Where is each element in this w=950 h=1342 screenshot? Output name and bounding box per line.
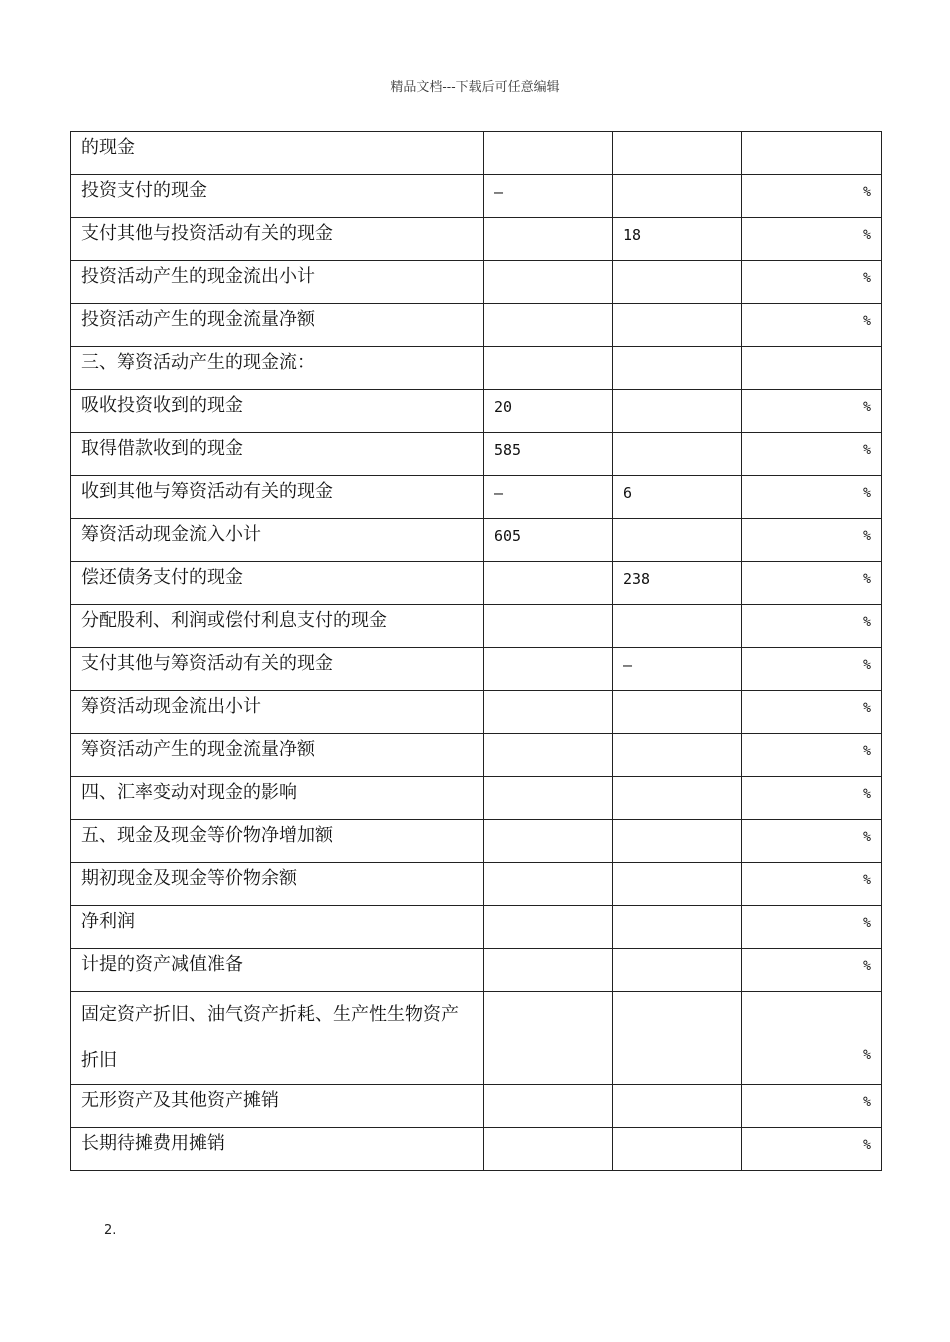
row-label-cell (71, 175, 484, 218)
percent-cell: % (863, 1095, 871, 1110)
percent-cell-cell (742, 992, 882, 1085)
percent-cell: % (863, 443, 871, 458)
percent-cell-cell (742, 1085, 882, 1128)
current-period-value-cell (484, 218, 613, 261)
percent-cell: % (863, 400, 871, 415)
table-row (71, 390, 882, 433)
percent-cell: % (863, 529, 871, 544)
prior-period-value (613, 519, 741, 527)
current-period-value: 605 (494, 527, 522, 545)
current-period-value-cell (484, 734, 613, 777)
current-period-value (484, 992, 612, 1046)
percent-cell-cell (742, 261, 882, 304)
current-period-value-cell (484, 906, 613, 949)
percent-cell-cell (742, 906, 882, 949)
percent-cell-cell (742, 562, 882, 605)
current-period-value (484, 777, 612, 785)
row-label-cell (71, 691, 484, 734)
current-period-value (484, 562, 612, 570)
table-row (71, 132, 882, 175)
prior-period-value (613, 734, 741, 742)
row-label: 无形资产及其他资产摊销 (81, 1090, 279, 1111)
row-label-cell (71, 648, 484, 691)
row-label-cell (71, 1085, 484, 1128)
percent-cell-cell (742, 132, 882, 175)
table-row (71, 605, 882, 648)
table-row (71, 1128, 882, 1171)
row-label-cell (71, 1128, 484, 1171)
row-label-cell (71, 777, 484, 820)
cash-flow-table (70, 131, 882, 1171)
row-label: 筹资活动产生的现金流量净额 (81, 739, 315, 760)
row-label: 收到其他与筹资活动有关的现金 (81, 481, 333, 502)
prior-period-value (613, 863, 741, 871)
row-label: 投资支付的现金 (81, 180, 207, 201)
row-label-cell (71, 132, 484, 175)
percent-cell-cell (742, 605, 882, 648)
prior-period-value (613, 347, 741, 355)
prior-period-value (613, 949, 741, 957)
current-period-value-cell (484, 175, 613, 218)
current-period-value (484, 820, 612, 828)
row-label-cell (71, 820, 484, 863)
current-period-value (484, 304, 612, 312)
percent-cell: % (863, 1048, 871, 1063)
prior-period-value: 18 (623, 226, 642, 244)
current-period-value (484, 1128, 612, 1136)
prior-period-value-cell (613, 648, 742, 691)
row-label: 筹资活动现金流出小计 (81, 696, 261, 717)
current-period-value: 20 (494, 398, 513, 416)
current-period-value (484, 218, 612, 226)
percent-cell-cell (742, 863, 882, 906)
current-period-value: – (494, 183, 504, 201)
current-period-value-cell (484, 562, 613, 605)
current-period-value-cell (484, 476, 613, 519)
percent-cell: % (863, 658, 871, 673)
current-period-value (484, 347, 612, 355)
percent-cell: % (863, 228, 871, 243)
current-period-value-cell (484, 992, 613, 1085)
prior-period-value-cell (613, 906, 742, 949)
prior-period-value (613, 777, 741, 785)
table-row (71, 820, 882, 863)
prior-period-value (613, 992, 741, 1046)
prior-period-value-cell (613, 777, 742, 820)
current-period-value-cell (484, 949, 613, 992)
prior-period-value (613, 390, 741, 398)
percent-cell: % (863, 787, 871, 802)
row-label: 固定资产折旧、油气资产折耗、生产性生物资产折旧 (81, 1004, 459, 1071)
table-row (71, 1085, 882, 1128)
percent-cell-cell (742, 820, 882, 863)
prior-period-value-cell (613, 175, 742, 218)
table-row (71, 992, 882, 1085)
current-period-value (484, 863, 612, 871)
table-row (71, 519, 882, 562)
row-label: 吸收投资收到的现金 (81, 395, 243, 416)
current-period-value (484, 734, 612, 742)
current-period-value-cell (484, 390, 613, 433)
prior-period-value (613, 820, 741, 828)
prior-period-value-cell (613, 132, 742, 175)
current-period-value-cell (484, 820, 613, 863)
table-row (71, 906, 882, 949)
prior-period-value-cell (613, 519, 742, 562)
prior-period-value-cell (613, 347, 742, 390)
prior-period-value-cell (613, 863, 742, 906)
current-period-value-cell (484, 347, 613, 390)
prior-period-value: – (623, 656, 633, 674)
row-label: 净利润 (81, 911, 135, 932)
current-period-value-cell (484, 691, 613, 734)
row-label-cell (71, 734, 484, 777)
row-label: 支付其他与筹资活动有关的现金 (81, 653, 333, 674)
prior-period-value-cell (613, 218, 742, 261)
row-label: 计提的资产减值准备 (81, 954, 243, 975)
table-row (71, 777, 882, 820)
percent-cell-cell (742, 347, 882, 390)
percent-cell: % (863, 701, 871, 716)
prior-period-value (613, 906, 741, 914)
percent-cell-cell (742, 949, 882, 992)
percent-cell: % (863, 615, 871, 630)
percent-cell-cell (742, 691, 882, 734)
row-label-cell (71, 218, 484, 261)
percent-cell: % (863, 1138, 871, 1153)
prior-period-value (613, 1128, 741, 1136)
percent-cell: % (863, 916, 871, 931)
current-period-value (484, 949, 612, 957)
prior-period-value (613, 132, 741, 140)
prior-period-value (613, 433, 741, 441)
row-label: 取得借款收到的现金 (81, 438, 243, 459)
page-header: 精品文档---下载后可任意编辑 (390, 80, 560, 95)
row-label: 的现金 (81, 137, 135, 158)
prior-period-value (613, 175, 741, 183)
prior-period-value-cell (613, 1085, 742, 1128)
row-label: 长期待摊费用摊销 (81, 1133, 225, 1154)
table-row (71, 691, 882, 734)
prior-period-value-cell (613, 949, 742, 992)
table-row (71, 734, 882, 777)
table-row (71, 863, 882, 906)
current-period-value-cell (484, 863, 613, 906)
percent-cell-cell (742, 390, 882, 433)
percent-cell: % (863, 873, 871, 888)
current-period-value-cell (484, 1128, 613, 1171)
current-period-value-cell (484, 519, 613, 562)
current-period-value: – (494, 484, 504, 502)
current-period-value (484, 906, 612, 914)
current-period-value-cell (484, 648, 613, 691)
prior-period-value-cell (613, 605, 742, 648)
row-label: 投资活动产生的现金流量净额 (81, 309, 315, 330)
row-label-cell (71, 863, 484, 906)
row-label-cell (71, 605, 484, 648)
current-period-value-cell (484, 605, 613, 648)
percent-cell: % (863, 271, 871, 286)
row-label: 四、汇率变动对现金的影响 (81, 782, 297, 803)
percent-cell: % (863, 959, 871, 974)
percent-cell: % (863, 185, 871, 200)
row-label-cell (71, 261, 484, 304)
prior-period-value-cell (613, 476, 742, 519)
page-number: 2. (104, 1223, 117, 1238)
current-period-value-cell (484, 433, 613, 476)
row-label-cell (71, 992, 484, 1085)
table-row (71, 347, 882, 390)
row-label-cell (71, 519, 484, 562)
percent-cell: % (863, 314, 871, 329)
current-period-value (484, 605, 612, 613)
percent-cell: % (863, 486, 871, 501)
table-row (71, 949, 882, 992)
table-row (71, 175, 882, 218)
percent-cell-cell (742, 519, 882, 562)
row-label: 五、现金及现金等价物净增加额 (81, 825, 333, 846)
cash-flow-table-body (71, 132, 882, 1171)
prior-period-value: 6 (623, 484, 633, 502)
row-label-cell (71, 433, 484, 476)
percent-cell (742, 347, 881, 357)
prior-period-value: 238 (623, 570, 651, 588)
percent-cell-cell (742, 1128, 882, 1171)
current-period-value: 585 (494, 441, 522, 459)
percent-cell-cell (742, 476, 882, 519)
prior-period-value-cell (613, 433, 742, 476)
prior-period-value-cell (613, 390, 742, 433)
prior-period-value-cell (613, 304, 742, 347)
table-row (71, 304, 882, 347)
prior-period-value-cell (613, 1128, 742, 1171)
prior-period-value-cell (613, 691, 742, 734)
current-period-value-cell (484, 132, 613, 175)
row-label-cell (71, 949, 484, 992)
current-period-value (484, 648, 612, 656)
percent-cell-cell (742, 433, 882, 476)
prior-period-value-cell (613, 734, 742, 777)
table-row (71, 476, 882, 519)
row-label: 三、筹资活动产生的现金流： (81, 352, 315, 373)
row-label-cell (71, 304, 484, 347)
prior-period-value (613, 691, 741, 699)
prior-period-value (613, 1085, 741, 1093)
table-row (71, 218, 882, 261)
row-label-cell (71, 562, 484, 605)
percent-cell (742, 132, 881, 142)
percent-cell-cell (742, 175, 882, 218)
row-label: 支付其他与投资活动有关的现金 (81, 223, 333, 244)
row-label: 偿还债务支付的现金 (81, 567, 243, 588)
current-period-value-cell (484, 261, 613, 304)
row-label: 分配股利、利润或偿付利息支付的现金 (81, 610, 387, 631)
prior-period-value-cell (613, 820, 742, 863)
prior-period-value (613, 605, 741, 613)
row-label-cell (71, 390, 484, 433)
row-label-cell (71, 476, 484, 519)
percent-cell: % (863, 744, 871, 759)
current-period-value (484, 132, 612, 140)
row-label-cell (71, 906, 484, 949)
row-label: 筹资活动现金流入小计 (81, 524, 261, 545)
percent-cell: % (863, 830, 871, 845)
percent-cell-cell (742, 304, 882, 347)
current-period-value (484, 261, 612, 269)
percent-cell-cell (742, 777, 882, 820)
prior-period-value-cell (613, 992, 742, 1085)
percent-cell-cell (742, 218, 882, 261)
prior-period-value-cell (613, 261, 742, 304)
table-row (71, 433, 882, 476)
row-label: 投资活动产生的现金流出小计 (81, 266, 315, 287)
table-row (71, 648, 882, 691)
table-row (71, 562, 882, 605)
percent-cell-cell (742, 734, 882, 777)
prior-period-value-cell (613, 562, 742, 605)
table-row (71, 261, 882, 304)
row-label: 期初现金及现金等价物余额 (81, 868, 297, 889)
prior-period-value (613, 304, 741, 312)
current-period-value-cell (484, 777, 613, 820)
current-period-value (484, 691, 612, 699)
prior-period-value (613, 261, 741, 269)
row-label-cell (71, 347, 484, 390)
percent-cell-cell (742, 648, 882, 691)
percent-cell: % (863, 572, 871, 587)
current-period-value-cell (484, 1085, 613, 1128)
current-period-value-cell (484, 304, 613, 347)
current-period-value (484, 1085, 612, 1093)
